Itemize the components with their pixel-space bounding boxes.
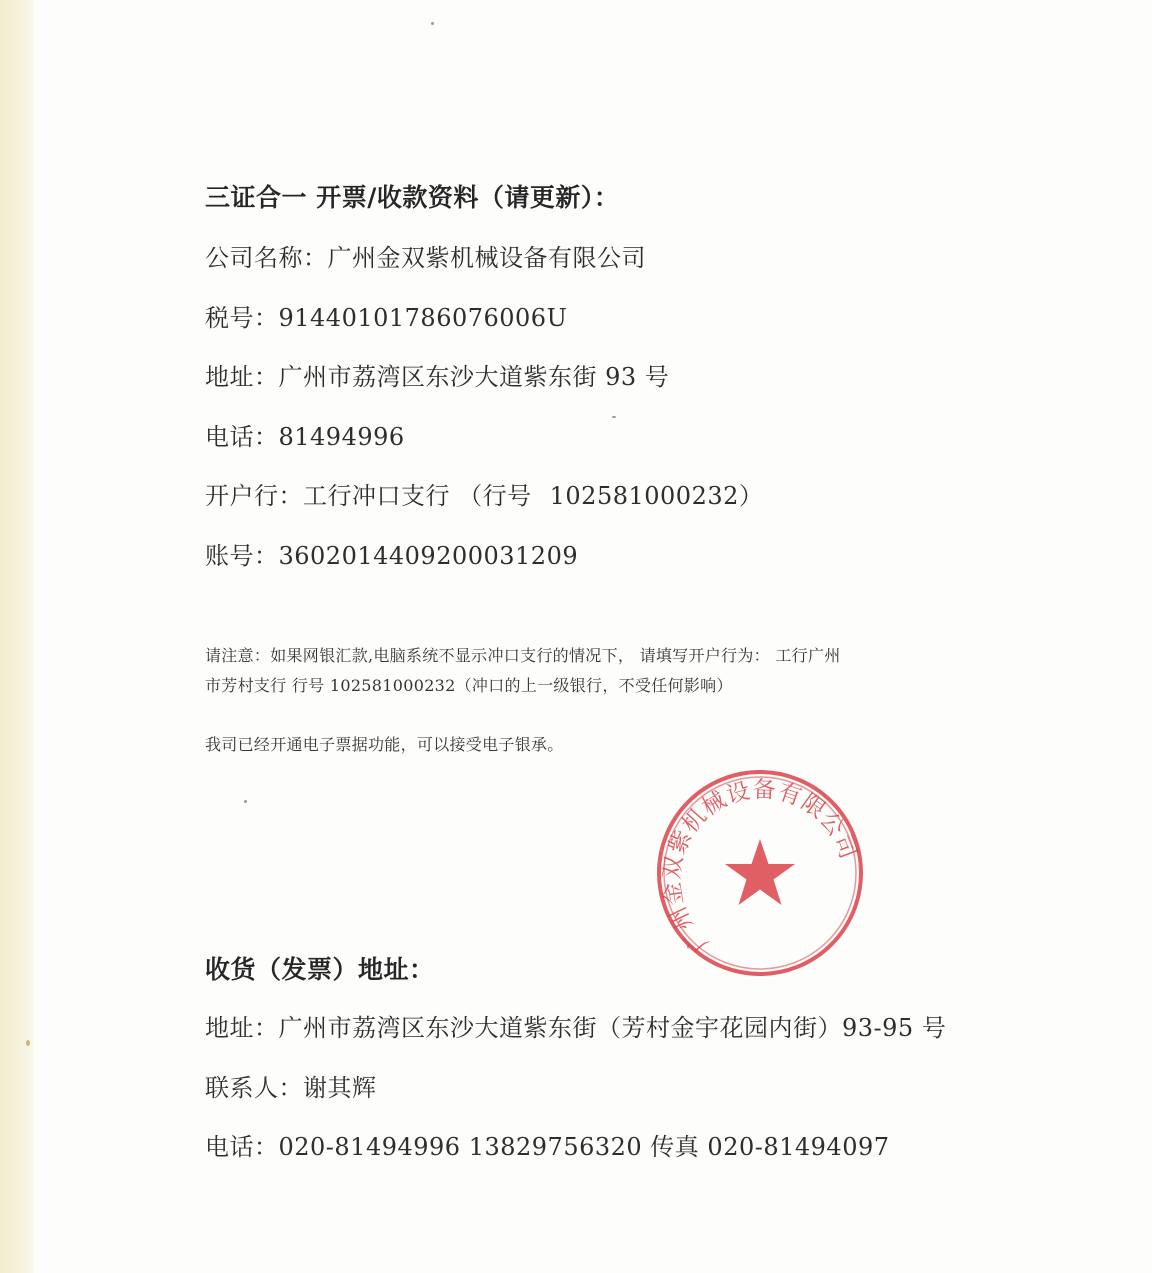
company-name: 公司名称：广州金双紫机械设备有限公司 bbox=[205, 244, 646, 272]
shipping-title: 收货（发票）地址： bbox=[205, 955, 435, 984]
seal-text: 广州金双紫机械设备有限公司 bbox=[659, 777, 862, 958]
seal-star-icon bbox=[725, 839, 795, 905]
bank-info bbox=[205, 476, 763, 511]
scan-speck bbox=[26, 1040, 30, 1046]
scan-speck bbox=[612, 416, 616, 418]
tax-number: 税号：91440101786076006U bbox=[205, 304, 568, 332]
bank-code: 102581000232） bbox=[549, 482, 764, 510]
shipping-address: 地址：广州市荔湾区东沙大道紫东街（芳村金宇花园内街）93-95 号 bbox=[205, 1014, 947, 1042]
company-seal bbox=[652, 765, 868, 981]
remittance-note-line1: 请注意：如果网银汇款,电脑系统不显示冲口支行的情况下， 请填写开户行为： 工行广州 bbox=[205, 646, 841, 665]
billing-phone: 电话：81494996 bbox=[205, 423, 405, 451]
scan-speck bbox=[431, 22, 434, 25]
scan-left-edge bbox=[0, 0, 34, 1273]
account-number: 账号：3602014409200031209 bbox=[205, 542, 579, 570]
billing-address: 地址：广州市荔湾区东沙大道紫东街 93 号 bbox=[205, 363, 670, 391]
remittance-note-line2: 市芳村支行 行号 102581000232（冲口的上一级银行，不受任何影响） bbox=[205, 676, 733, 695]
shipping-phone-fax: 电话：020-81494996 13829756320 传真 020-81494097 bbox=[205, 1133, 890, 1161]
billing-title: 三证合一 开票/收款资料（请更新）： bbox=[205, 183, 620, 212]
e-bill-note: 我司已经开通电子票据功能，可以接受电子银承。 bbox=[205, 735, 564, 754]
shipping-contact: 联系人：谢其辉 bbox=[205, 1074, 377, 1102]
scan-speck bbox=[244, 800, 247, 803]
bank-name: 开户行：工行冲口支行 （行号 bbox=[205, 482, 532, 510]
